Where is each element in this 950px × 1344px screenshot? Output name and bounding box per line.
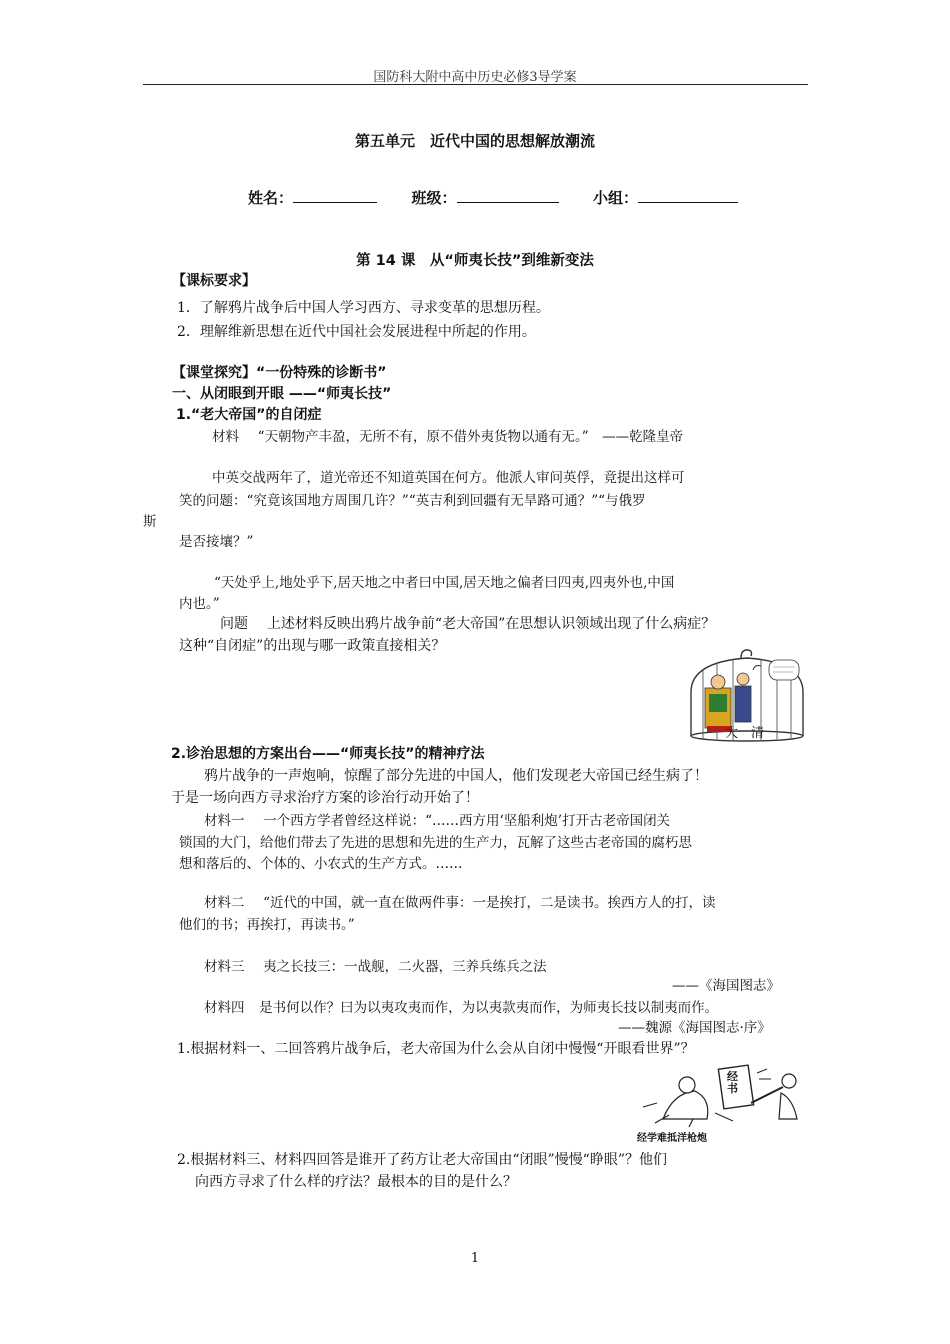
material-a-label: 材料 [212,429,239,445]
group-blank[interactable] [638,188,738,203]
material-1-line-1 [204,809,670,829]
cage-label: 大 清 [725,726,765,741]
intro-line-2: 于是一场向西方寻求治疗方案的诊治行动开始了！ [171,790,479,806]
header-rule [143,84,808,85]
para1-line-2: 笑的问题：“究竟该国地方周围几许？”“英吉利到回疆有无旱路可通？”“与俄罗 [179,493,646,509]
class-blank[interactable] [457,188,559,203]
material-1-label: 材料一 [204,813,245,829]
section-1-title: 一、从闭眼到开眼 ——“师夷长技” [172,386,392,402]
info-fields [248,187,738,208]
cartoon-illustration [633,1063,809,1143]
material-a-text: “天朝物产丰盈，无所不有，原不借外夷货物以通有无。” ——乾隆皇帝 [257,429,684,445]
material-3-label: 材料三 [204,959,245,975]
material-2-label: 材料二 [204,895,245,911]
para1-line-1: 中英交战两年了，道光帝还不知道英国在何方。他派人审问英俘，竟提出这样可 [212,470,685,486]
class-label: 班级： [411,189,457,207]
curriculum-item-1: 1．了解鸦片战争后中国人学习西方、寻求变革的思想历程。 [177,300,550,316]
question-1: 1.根据材料一、二回答鸦片战争后，老大帝国为什么会从自闭中慢慢“开眼看世界”？ [177,1041,695,1057]
material-3-source: ——《海国图志》 [672,978,780,994]
material-2-text-1: “近代的中国，就一直在做两件事：一是挨打，二是读书。挨西方人的打，读 [263,895,716,911]
page-header: 国防科大附中高中历史必修3导学案 [373,70,577,85]
material-4-source: ——魏源《海国图志·序》 [618,1020,771,1036]
curriculum-item-2: 2．理解维新思想在近代中国社会发展进程中所起的作用。 [177,324,536,340]
material-a [212,425,683,445]
name-blank[interactable] [293,188,377,203]
question-line-1 [220,613,715,633]
question-2-line-2: 向西方寻求了什么样的疗法？最根本的目的是什么？ [195,1174,517,1190]
para1-line-3: 是否接壤？” [179,534,254,550]
name-label: 姓名： [248,189,294,207]
cage-illustration [681,648,813,742]
group-label: 小组： [592,189,638,207]
intro-line-1: 鸦片战争的一声炮响，惊醒了部分先进的中国人，他们发现老大帝国已经生病了！ [204,768,708,784]
material-1-text-1: 一个西方学者曾经这样说：“……西方用‘坚船利炮’打开古老帝国闭关 [263,813,671,829]
page-number: 1 [470,1251,480,1266]
subsection-1-title: 1.“老大帝国”的自闭症 [176,407,322,423]
material-2-line-1 [204,891,716,911]
material-1-line-3: 想和落后的、个体的、小农式的生产方式。…… [179,856,463,872]
question-label: 问题 [220,616,248,632]
material-1-line-2: 锁国的大门，给他们带去了先进的思想和先进的生产力，瓦解了这些古老帝国的腐朽思 [179,835,692,851]
question-2-line-1: 2.根据材料三、材料四回答是谁开了药方让老大帝国由“闭眼”慢慢“睁眼”？他们 [177,1152,667,1168]
cartoon-book-label: 经书 [727,1070,738,1095]
cartoon-caption: 经学难抵洋枪炮 [637,1133,707,1144]
material-3 [204,955,547,975]
cartoon-icon [633,1063,809,1129]
para1-wrap: 斯 [143,514,157,530]
question-text-1: 上述材料反映出鸦片战争前“老大帝国”在思想认识领域出现了什么病症？ [266,616,716,632]
lesson-title: 第 14 课 从“师夷长技”到维新变法 [356,253,594,269]
material-3-text: 夷之长技三：一战舰，二火器，三养兵练兵之法 [263,959,547,975]
material-4-text: 是书何以作？曰为以夷攻夷而作，为以夷款夷而作，为师夷长技以制夷而作。 [259,1000,719,1016]
quote1-line-2: 内也。” [179,596,220,612]
quote1-line-1: “天处乎上,地处乎下,居天地之中者曰中国,居天地之偏者曰四夷,四夷外也,中国 [214,575,675,591]
curriculum-heading: 【课标要求】 [172,273,256,289]
material-4 [204,996,718,1016]
inquiry-heading: 【课堂探究】“一份特殊的诊断书” [172,365,387,381]
question-line-2: 这种“自闭症”的出现与哪一政策直接相关？ [179,638,446,654]
material-2-line-2: 他们的书；再挨打，再读书。” [179,917,355,933]
subsection-2-title: 2.诊治思想的方案出台——“师夷长技”的精神疗法 [171,746,485,762]
unit-title: 第五单元 近代中国的思想解放潮流 [354,132,595,150]
material-4-label: 材料四 [204,1000,245,1016]
